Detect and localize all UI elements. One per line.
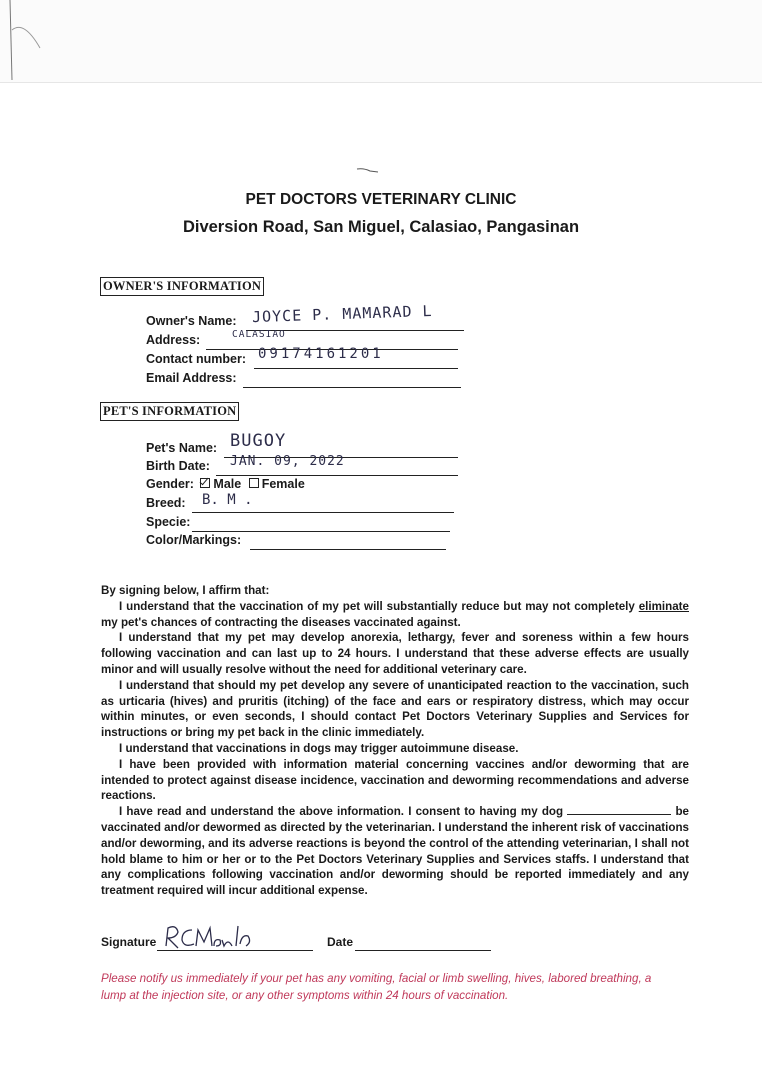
contact-number-field[interactable] xyxy=(146,346,466,370)
owner-name-value: JOYCE P. MAMARAD L xyxy=(251,301,433,327)
owner-section-title: OWNER'S INFORMATION xyxy=(100,277,264,296)
email-field[interactable] xyxy=(146,371,466,389)
affirmation-paragraph-6: I have read and understand the above information. I consent to having my dog be vaccinated and/or dewormed as directed by the veterinarian. I understand the inherent risk of vaccinations and/or deworming, and its adverse reactions is beyond the control of the attending veterinarian, I shall not hold blame to him or her or to the Pet Doctors Veterinary Supplies and Services staffs. I understand that any complications following vaccination and/or deworming should be reported immediately and any treatment required will incur additional expense. xyxy=(101,805,689,898)
birth-date-label: Birth Date: xyxy=(146,459,210,473)
signature-label: Signature xyxy=(101,935,157,949)
vaccination-notice: Please notify us immediately if your pet has any vomiting, facial or limb swelling, hives, labored breathing, a lump at the injection site, or any other symptoms within 24 hours of vaccination. xyxy=(101,972,652,1002)
color-markings-label: Color/Markings: xyxy=(146,533,242,547)
date-line[interactable] xyxy=(355,950,491,951)
pet-name-value: BUGOY xyxy=(230,431,287,451)
female-option-label: Female xyxy=(261,477,305,491)
signature-row xyxy=(101,935,354,949)
clinic-name: PET DOCTORS VETERINARY CLINIC xyxy=(245,191,517,208)
affirmation-intro: By signing below, I affirm that: xyxy=(101,584,270,597)
address-label: Address: xyxy=(146,333,201,347)
breed-label: Breed: xyxy=(146,496,186,510)
affirmation-paragraph-1: I understand that the vaccination of my pet will substantially reduce but may not completely eliminate my pet's chances of contracting the diseases vaccinated against. xyxy=(101,599,689,629)
breed-value: B. M . xyxy=(202,492,253,508)
birth-date-field[interactable] xyxy=(146,454,466,477)
scan-edge-mark xyxy=(0,0,60,82)
clinic-address: Diversion Road, San Miguel, Calasiao, Pangasinan xyxy=(182,218,580,236)
address-value: CALASIAO xyxy=(232,329,286,340)
female-checkbox[interactable] xyxy=(249,478,259,488)
gender-field xyxy=(146,477,305,491)
contact-number-label: Contact number: xyxy=(146,352,246,366)
contact-number-value: 09174161201 xyxy=(258,346,384,362)
handwritten-signature xyxy=(160,920,260,954)
pet-name-label: Pet's Name: xyxy=(146,441,218,455)
birth-date-value: JAN. 09, 2022 xyxy=(230,454,345,469)
dog-name-blank[interactable] xyxy=(567,804,671,815)
breed-field[interactable] xyxy=(146,492,466,514)
email-label: Email Address: xyxy=(146,371,237,385)
male-option-label: Male xyxy=(213,477,242,491)
affirmation-paragraph-4: I understand that vaccinations in dogs may trigger autoimmune disease. xyxy=(119,741,519,755)
specie-field[interactable] xyxy=(146,515,466,533)
color-markings-field[interactable] xyxy=(146,533,466,551)
scan-border xyxy=(0,0,762,83)
affirmation-paragraph-2: I understand that my pet may develop anorexia, lethargy, fever and soreness within a few hours following vaccination and can last up to 24 hours. I understand that these adverse effects are usually minor and will usually resolve without the need for additional veterinary care. xyxy=(101,631,689,676)
pet-section-title: PET'S INFORMATION xyxy=(100,402,239,421)
owner-name-field[interactable] xyxy=(146,301,466,332)
gender-label: Gender: xyxy=(146,477,194,491)
owner-name-label: Owner's Name: xyxy=(146,314,237,328)
affirmation-paragraph-5: I have been provided with information material concerning vaccines and/or deworming that are intended to protect against disease incidence, vaccination and deworming recommendations and adverse reactions. xyxy=(101,757,689,803)
male-checkbox[interactable] xyxy=(200,478,210,488)
affirmation-text xyxy=(101,583,689,899)
affirmation-paragraph-3: I understand that should my pet develop any severe of unanticipated reaction to the vaccination, such as urticaria (hives) and pruritis (itching) of the face and ears or respiratory distress, which may occur within minutes, or even seconds, I should contact Pet Doctors Veterinary Supplies and Services for instructions or bring my pet back in the clinic immediately. xyxy=(101,678,689,740)
specie-label: Specie: xyxy=(146,515,191,529)
stray-pen-mark xyxy=(356,166,380,174)
date-label: Date xyxy=(327,935,354,949)
